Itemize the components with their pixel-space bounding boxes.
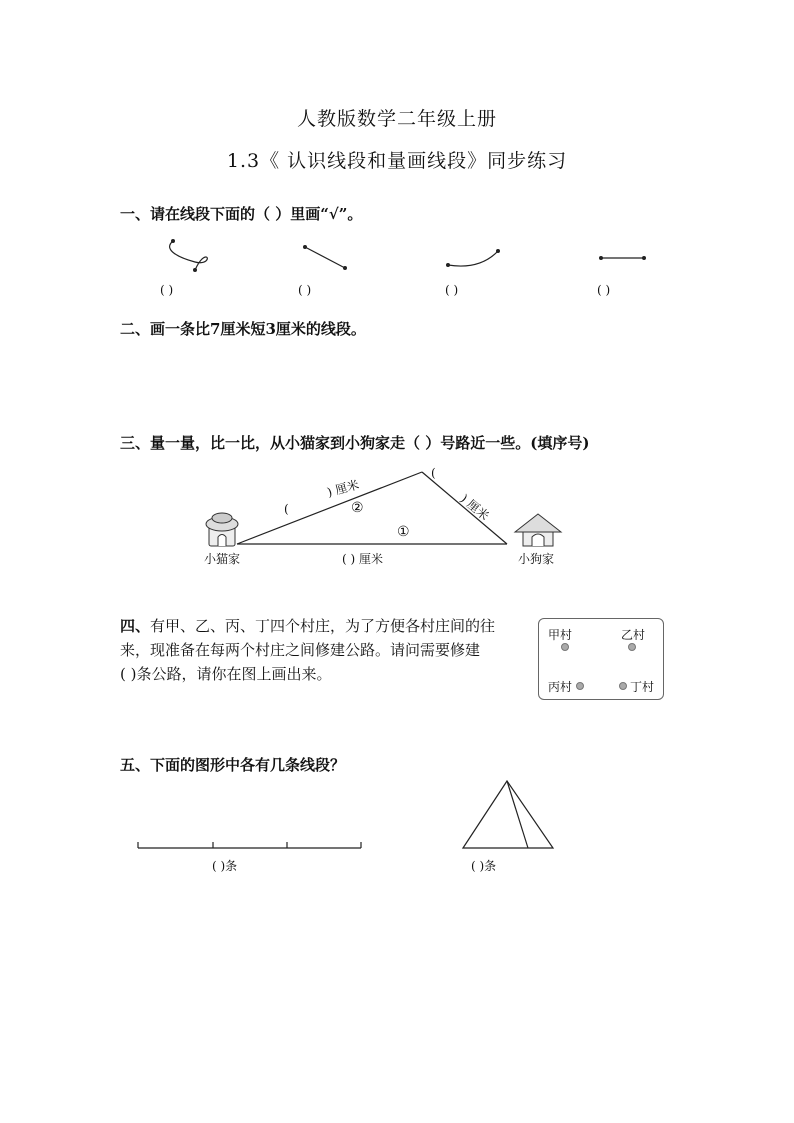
endpoint — [642, 256, 646, 260]
village-ding-label: 丁村 — [630, 680, 655, 694]
cat-house-label: 小猫家 — [204, 552, 241, 566]
question-4-line-1: 有甲、乙、丙、丁四个村庄，为了方便各村庄间的往 — [150, 617, 496, 635]
endpoint — [446, 263, 450, 267]
question-4-number: 四、 — [120, 617, 151, 635]
answer-box-2[interactable]: ( ) — [298, 283, 312, 297]
endpoint — [496, 249, 500, 253]
village-ding-dot[interactable] — [619, 682, 627, 690]
village-jia-label: 甲村 — [548, 628, 573, 642]
route-2-right-length[interactable]: ) 厘米 — [457, 491, 492, 524]
village-map[interactable] — [538, 618, 664, 700]
question-5-figures — [130, 778, 570, 858]
endpoint — [193, 268, 197, 272]
route-1-length[interactable]: ( ) 厘米 — [342, 552, 383, 566]
village-yi-label: 乙村 — [621, 628, 646, 642]
question-1-figures — [140, 232, 680, 272]
route-2-left-length[interactable]: ) 厘米 — [325, 477, 361, 500]
village-yi-dot[interactable] — [628, 643, 636, 651]
answer-box-3[interactable]: ( ) — [445, 283, 459, 297]
endpoint — [303, 245, 307, 249]
endpoint — [343, 266, 347, 270]
segment-1 — [305, 247, 345, 268]
cat-house-icon — [206, 513, 238, 546]
page-subtitle: 1.3《 认识线段和量画线段》同步练习 — [226, 150, 568, 172]
village-bing-label: 丙村 — [548, 680, 573, 694]
question-1-text: 一、请在线段下面的（ ）里画“√”。 — [120, 205, 363, 223]
dog-house-label: 小狗家 — [518, 552, 555, 566]
question-4-line-2: 来，现准备在每两个村庄之间修建公路。请问需要修建 — [120, 641, 481, 659]
endpoint — [171, 239, 175, 243]
route-1-mark: ① — [397, 524, 410, 540]
answer-box-4[interactable]: ( ) — [597, 283, 611, 297]
question-5-text: 五、下面的图形中各有几条线段？ — [120, 756, 346, 774]
route-diagram — [195, 460, 575, 560]
curve-1 — [170, 241, 208, 270]
route-2-mark: ② — [351, 500, 364, 516]
triangle-inner-line — [507, 781, 528, 848]
question-4-line-3: ( )条公路，请你在图上画出来。 — [120, 665, 332, 683]
endpoint — [599, 256, 603, 260]
question-5-answer-2[interactable]: ( )条 — [471, 859, 497, 873]
question-4-text — [120, 614, 530, 686]
route-2-left-open: ( — [284, 502, 289, 516]
village-bing-dot[interactable] — [576, 682, 584, 690]
question-3-text: 三、量一量，比一比，从小猫家到小狗家走（ ）号路近一些。(填序号) — [120, 434, 590, 452]
page-title: 人教版数学二年级上册 — [296, 108, 497, 130]
question-2-text: 二、画一条比7厘米短3厘米的线段。 — [120, 320, 366, 338]
arc — [448, 251, 498, 266]
route-2-right-open: ( — [431, 466, 436, 480]
triangle — [463, 781, 553, 848]
question-5-answer-1[interactable]: ( )条 — [212, 859, 238, 873]
answer-box-1[interactable]: ( ) — [160, 283, 174, 297]
village-jia-dot[interactable] — [561, 643, 569, 651]
dog-house-icon — [515, 514, 561, 546]
